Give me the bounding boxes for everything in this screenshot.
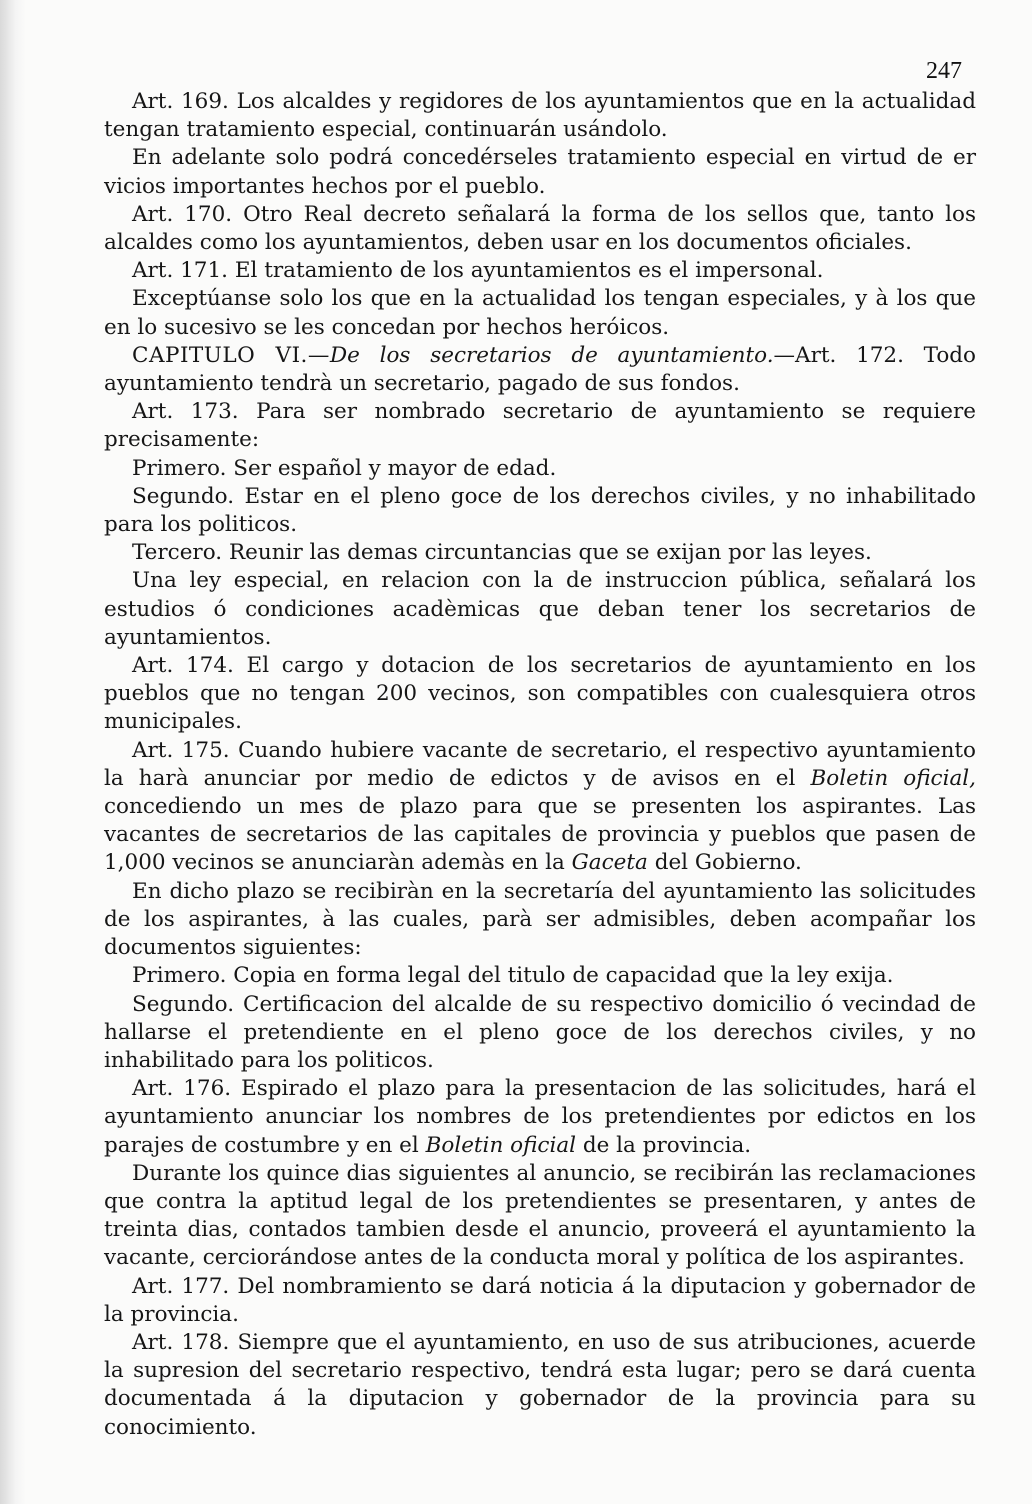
page-number: 247 xyxy=(926,58,962,84)
art-172-text: —Art. 172. Todo ayuntamiento tendrà un secretario, pagado de sus fondos. xyxy=(104,342,976,397)
art-173-primero: Primero. Ser español y mayor de edad. xyxy=(132,455,557,481)
art-170 xyxy=(104,201,976,257)
art-171-para-2: Exceptúanse solo los que en la actualidad los tengan especiales, y à los que en lo sucesivo se les concedan por hechos heróicos. xyxy=(104,286,976,340)
art-173 xyxy=(104,398,976,454)
art-178 xyxy=(104,1329,976,1442)
art-169-para-2: En adelante solo podrá concedérseles tratamiento especial en virtud de er vicios importantes hechos por el pueblo. xyxy=(104,145,976,199)
article-label: Art. 170. xyxy=(132,201,233,227)
chapter-title: De los secretarios de ayuntamiento. xyxy=(329,342,774,368)
art-173-segundo: Segundo. Estar en el pleno goce de los derechos civiles, y no inhabilitado para los politicos. xyxy=(104,483,976,538)
art-174 xyxy=(104,652,976,737)
art-175: Art. 175. Cuando hubiere vacante de secretario, el respectivo ayuntamiento la harà anunciar por medio de edictos y de avisos en el Boletin oficial, concediendo un mes de plazo para que se presenten los aspirantes. Las vacantes de secretarios de las capitales de provincia y pueblos que pasen de 1,000 vecinos se anunciaràn ademàs en la Gaceta del Gobierno. xyxy=(104,737,976,876)
article-text: El tratamiento de los ayuntamientos es el impersonal. xyxy=(234,258,824,284)
art-171 xyxy=(104,257,976,285)
art-176-para-2: Durante los quince dias siguientes al anuncio, se recibirán las reclamaciones que contra la aptitud legal de los pretendientes se presentaren, y antes de treinta dias, contados tambien desde el anuncio, proveerá el ayuntamiento la vacante, cerciorándose antes de la conducta moral y política de los aspirantes. xyxy=(104,1160,976,1271)
article-label: Art. 174. xyxy=(132,653,234,679)
article-label: Art. 176. xyxy=(132,1076,232,1102)
article-text: Del nombramiento se dará noticia á la diputacion y gobernador de la provincia. xyxy=(104,1273,976,1327)
article-label: Art. 175. xyxy=(132,737,230,763)
article-label: Art. 173. xyxy=(132,399,239,425)
art-177 xyxy=(104,1273,976,1329)
art-169 xyxy=(104,88,976,144)
article-text: El cargo y dotacion de los secretarios de ayuntamiento en los pueblos que no tengan 200 vecinos, son compatibles con cualesquiera otros municipales. xyxy=(104,653,976,735)
body-text xyxy=(104,88,976,1442)
art-173-tercero: Tercero. Reunir las demas circuntancias que se exijan por las leyes. xyxy=(132,540,872,566)
art-175-primero: Primero. Copia en forma legal del titulo de capacidad que la ley exija. xyxy=(132,963,894,989)
article-text: Para ser nombrado secretario de ayuntamiento se requiere precisamente: xyxy=(104,399,976,453)
art-175-para-2: En dicho plazo se recibiràn en la secretaría del ayuntamiento las solicitudes de los aspirantes, à las cuales, parà ser admisibles, deben acompañar los documentos siguientes: xyxy=(104,878,976,961)
art-175-segundo: Segundo. Certificacion del alcalde de su respectivo domicilio ó vecindad de hallarse el pretendiente en el pleno goce de los derechos civiles, y no inhabilitado para los politicos. xyxy=(104,991,976,1073)
art-176: Art. 176. Espirado el plazo para la presentacion de las solicitudes, hará el ayuntamiento anunciar los nombres de los pretendientes por edictos en los parajes de costumbre y en el Boletin oficial de la provincia. xyxy=(104,1076,977,1158)
article-text: Los alcaldes y regidores de los ayuntamientos que en la actualidad tengan tratamiento especial, continuarán usándolo. xyxy=(104,89,977,143)
chapter-vi-heading xyxy=(104,342,976,398)
article-text: Otro Real decreto señalará la forma de los sellos que, tanto los alcaldes como los ayuntamientos, deben usar en los documentos oficiales. xyxy=(104,201,977,256)
article-text: Siempre que el ayuntamiento, en uso de sus atribuciones, acuerde la supresion del secretario respectivo, tendrá esta lugar; pero se dará cuenta documentada á la diputacion y gobernador de la provincia para su conocimiento. xyxy=(104,1329,976,1440)
art-173-para-ley: Una ley especial, en relacion con la de instruccion pública, señalará los estudios ó condiciones acadèmicas que deban tener los secretarios de ayuntamientos. xyxy=(104,568,976,650)
article-label: Art. 171. xyxy=(132,258,228,284)
article-label: Art. 169. xyxy=(132,89,229,114)
binding-shadow xyxy=(0,0,26,1504)
chapter-label: CAPITULO VI.— xyxy=(132,342,330,368)
article-label: Art. 177. xyxy=(132,1273,230,1299)
article-label: Art. 178. xyxy=(132,1329,230,1355)
